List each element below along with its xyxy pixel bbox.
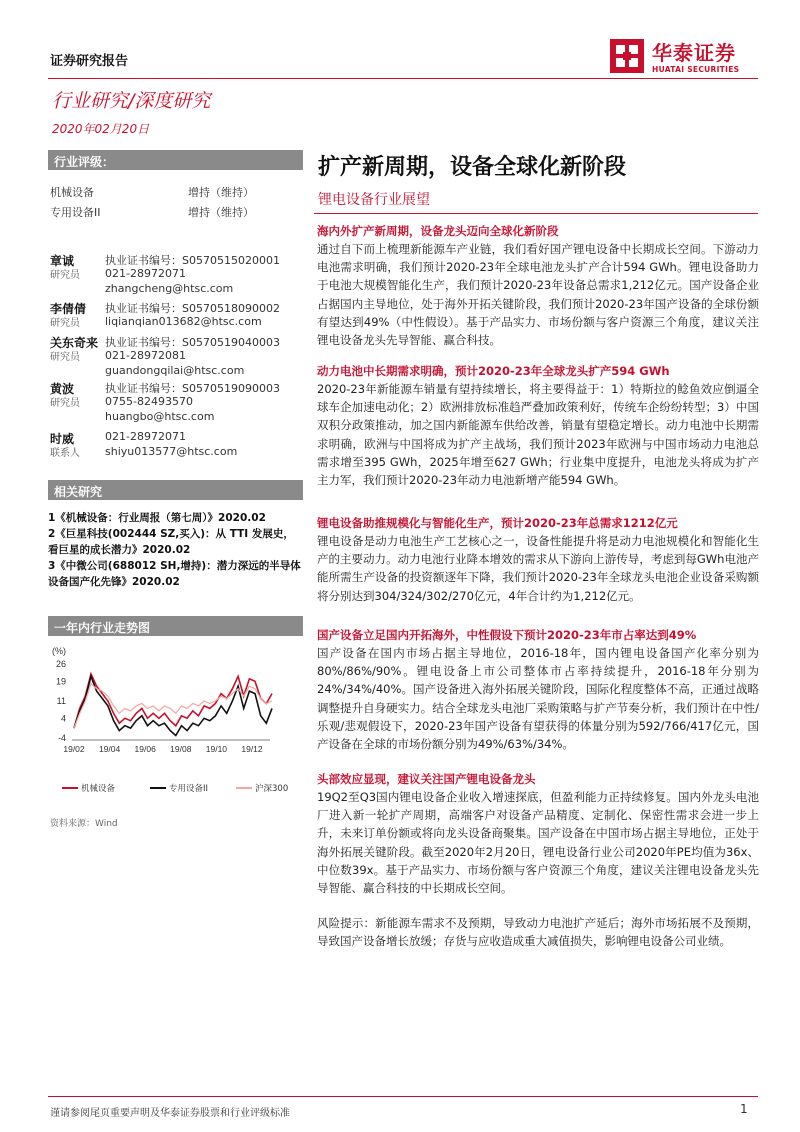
rating-industry: 机械设备 (50, 186, 94, 199)
report-date: 2020年02月20日 (52, 122, 150, 136)
analyst-license: 执业证书编号：S0570519040003 (105, 336, 280, 349)
analyst-email[interactable]: shiyu013577@htsc.com (105, 445, 238, 458)
analyst-card (48, 430, 303, 464)
rating-industry: 专用设备II (50, 206, 101, 219)
y-tick-label: 26 (55, 659, 66, 669)
y-tick-label: -4 (57, 733, 66, 743)
subtitle: 锂电设备行业展望 (318, 192, 430, 208)
analyst-role: 研究员 (50, 318, 80, 329)
section-heading: 锂电设备助推规模化与智能化生产，预计2020-23年总需求1212亿元 (317, 516, 678, 530)
summary-section (317, 770, 759, 897)
analyst-phone: 021-28972071 (105, 267, 186, 280)
section-heading: 动力电池中长期需求明确，预计2020-23年全球龙头扩产594 GWh (317, 364, 670, 378)
huatai-logo-icon (608, 37, 646, 75)
analyst-license: 执业证书编号：S0570515020001 (105, 254, 280, 267)
legend-label: 专用设备II (169, 784, 209, 794)
related-item[interactable]: 2《巨星科技(002444 SZ,买入)：从 TTI 发展史，看巨星的成长潜力》2020.02 (48, 528, 294, 556)
analyst-name: 关东奇来 (50, 336, 99, 350)
page-number: 1 (740, 1102, 748, 1116)
related-heading: 相关研究 (48, 480, 303, 500)
trend-heading: 一年内行业走势图 (48, 616, 303, 636)
analyst-role: 研究员 (50, 270, 80, 281)
report-type: 证券研究报告 (50, 54, 129, 69)
analyst-license: 执业证书编号：S0570519090003 (105, 382, 280, 395)
section-heading: 海内外扩产新周期，设备龙头迈向全球化新阶段 (317, 224, 559, 238)
analyst-phone: 0755-82493570 (105, 395, 193, 408)
x-tick-label: 19/12 (241, 744, 263, 754)
summary-section (317, 362, 759, 489)
x-tick-label: 19/10 (205, 744, 228, 754)
rating-row (48, 182, 303, 202)
rating-row (48, 202, 303, 222)
x-tick-label: 19/06 (134, 744, 156, 754)
report-category: 行业研究/深度研究 (52, 90, 211, 112)
section-body: 国产设备在国内市场占据主导地位，2016-18年，国内锂电设备国产化率分别为80%/86%/90%。锂电设备上市公司整体市占率持续提升，2016-18年分别为24%/34%/40%。国产设备进入海外拓展关键阶段，国际化程度整体不高，正通过战略调整提升自身硬实力。结合全球龙头电池厂采购策略与扩产节奏分析，我们预计在中性/乐观/悲观假设下，2020-23年国产设备有望获得的体量分别为592/766/417亿元，国产设备在全球的市场份额分别为49%/63%/34%。 (317, 646, 759, 752)
risk-section (317, 914, 759, 950)
x-tick-label: 19/04 (98, 744, 121, 754)
summary-section (317, 222, 759, 349)
analyst-license: 执业证书编号：S0570518090002 (105, 302, 280, 315)
chart-source: 资料来源：Wind (50, 819, 118, 829)
analyst-name: 黄波 (50, 382, 75, 396)
analyst-role: 联系人 (50, 448, 80, 459)
summary-section (317, 514, 759, 605)
y-axis-unit: (%) (52, 646, 66, 656)
analyst-email[interactable]: liqianqian013682@htsc.com (105, 315, 262, 328)
section-body: 2020-23年新能源车销量有望持续增长，将主要得益于：1）特斯拉的鲶鱼效应倒逼全球车企加速电动化；2）欧洲排放标准趋严叠加政策利好，传统车企纷纷转型；3）中国双积分政策推动，加之国内新能源车供给改善，销量有望稳定增长。动力电池中长期需求明确，欧洲与中国将成为扩产主战场，我们预计2023年欧洲与中国市场动力电池总需求增至395 GWh，2025年增至627 GWh；行业集中度提升，电池龙头将成为扩产主力军，我们预计2020-23年动力电池新增产能594 GWh。 (317, 382, 759, 488)
analyst-card (48, 380, 303, 428)
y-tick-label: 19 (55, 676, 66, 687)
industry-trend-chart (48, 642, 303, 807)
x-tick-label: 19/08 (170, 744, 192, 754)
main-title: 扩产新周期，设备全球化新阶段 (318, 155, 627, 180)
trend-chart-svg (48, 642, 303, 807)
x-tick-label: 19/02 (63, 744, 85, 754)
analyst-card (48, 300, 303, 336)
section-body: 通过自下而上梳理新能源车产业链，我们看好国产锂电设备中长期成长空间。下游动力电池需求明确，我们预计2020-23年全球电池龙头扩产合计594 GWh。锂电设备助力于电池大规模智能化生产，我们预计2020-23年设备总需求1,212亿元。国产设备企业占据国内主导地位，处于海外开拓关键阶段，我们预计2020-23年国产设备的全球份额有望达到49%（中性假设）。基于产品实力、市场份额与客户资源三个角度，建议关注锂电设备龙头先导智能、赢合科技。 (317, 242, 759, 348)
subtitle-divider (314, 213, 758, 214)
company-logo (608, 37, 758, 77)
header-divider (48, 78, 758, 79)
rating-value: 增持（维持） (188, 186, 254, 199)
footer-divider (48, 1096, 758, 1097)
trend-panel (48, 616, 303, 636)
logo-text-cn: 华泰证券 (652, 41, 736, 65)
analyst-role: 研究员 (50, 352, 80, 363)
analyst-email[interactable]: guandongqilai@htsc.com (105, 364, 245, 377)
legend-label: 沪深300 (255, 784, 289, 794)
analyst-name: 李倩倩 (50, 302, 87, 316)
analyst-card (48, 334, 303, 382)
analyst-email[interactable]: zhangcheng@htsc.com (105, 282, 234, 295)
y-tick-label: 11 (56, 696, 66, 706)
related-research (48, 480, 303, 590)
analyst-phone: 021-28972081 (105, 349, 186, 362)
analyst-phone: 021-28972071 (105, 430, 186, 443)
legend-label: 机械设备 (81, 784, 116, 794)
section-body: 锂电设备是动力电池生产工艺核心之一，设备性能提升将是动力电池规模化和智能化生产的主要动力。动力电池行业降本增效的需求从下游向上游传导，考虑到每GWh电池产能所需生产设备的投资额逐年下降，我们预计2020-23年全球龙头电池企业设备采购额将分别达到304/324/302/270亿元，4年合计约为1,212亿元。 (317, 534, 759, 603)
related-item[interactable]: 3《中微公司(688012 SH,增持)：潜力深远的半导体设备国产化先锋》2020.02 (48, 560, 301, 588)
risk-warning: 风险提示：新能源车需求不及预期，导致动力电池扩产延后；海外市场拓展不及预期，导致国产设备增长放缓；存货与应收造成重大减值损失，影响锂电设备公司业绩。 (317, 916, 759, 949)
footer-disclaimer[interactable]: 谨请参阅尾页重要声明及华泰证券股票和行业评级标准 (50, 1108, 290, 1119)
rating-heading: 行业评级： (48, 150, 303, 170)
y-tick-label: 4 (60, 713, 66, 724)
logo-text-en: HUATAI SECURITIES (652, 65, 740, 74)
rating-panel (48, 150, 303, 222)
section-heading: 国产设备立足国内开拓海外，中性假设下预计2020-23年市占率达到49% (317, 628, 697, 642)
section-body: 19Q2至Q3国内锂电设备企业收入增速探底，但盈利能力正持续修复。国内外龙头电池厂进入新一轮扩产周期，高端客户对设备产品精度、定制化、保密性需求会进一步上升，未来订单份额或将向龙头设备商聚集。国产设备在中国市场占据主导地位，正处于海外拓展关键阶段。截至2020年2月20日，锂电设备行业公司2020年PE均值为36x、中位数39x。基于产品实力、市场份额与客户资源三个角度，建议关注锂电设备龙头先导智能、赢合科技的中长期成长空间。 (317, 790, 759, 896)
rating-value: 增持（维持） (188, 206, 254, 219)
analyst-role: 研究员 (50, 398, 80, 409)
section-heading: 头部效应显现，建议关注国产锂电设备龙头 (317, 772, 536, 786)
series-line-2 (74, 676, 272, 735)
analyst-name: 时威 (50, 432, 75, 446)
summary-section (317, 626, 759, 753)
analyst-email[interactable]: huangbo@htsc.com (105, 410, 215, 423)
analyst-name: 章诚 (50, 254, 75, 268)
related-item[interactable]: 1《机械设备：行业周报（第七周）》2020.02 (48, 512, 266, 524)
